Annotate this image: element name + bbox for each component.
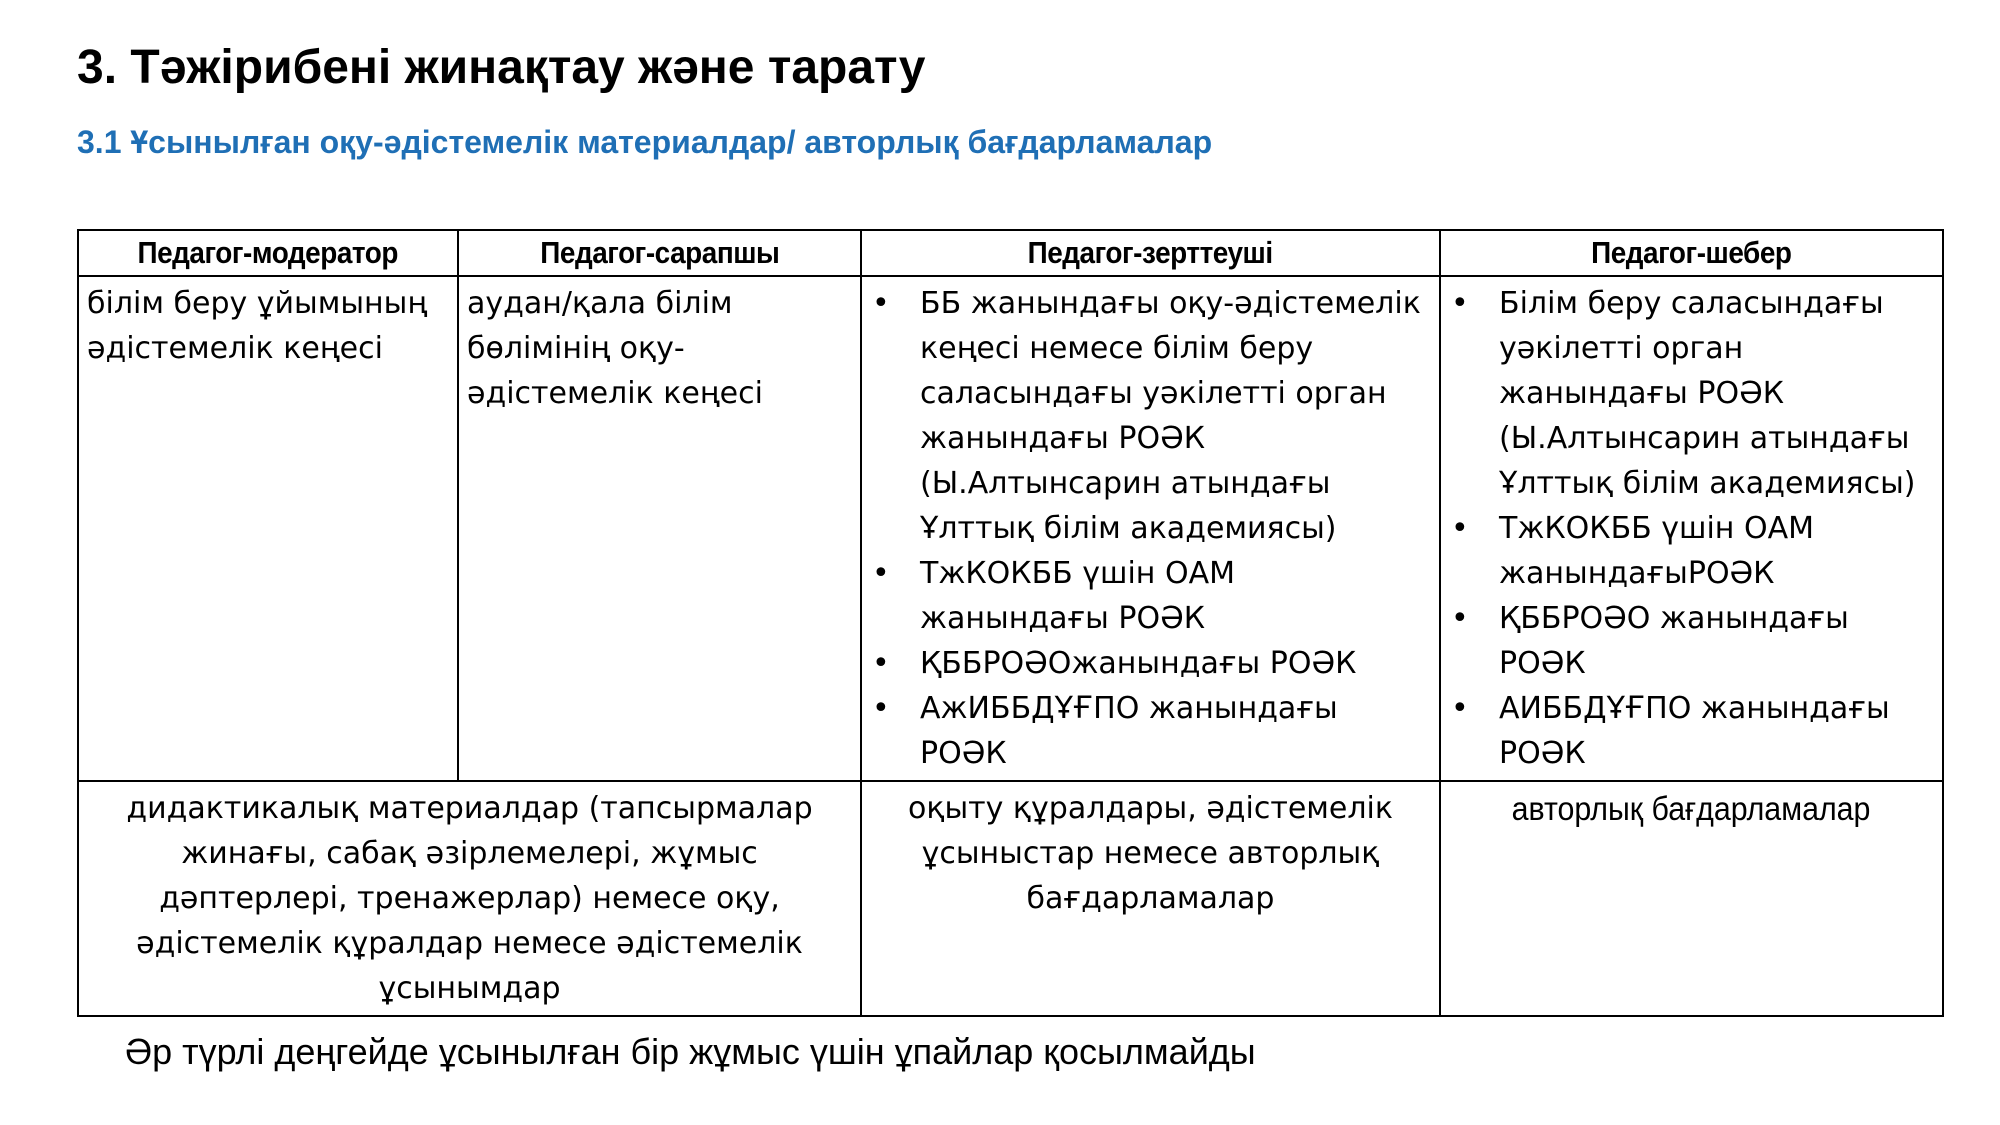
bullet-icon: • (872, 691, 890, 726)
sheber-list (1449, 281, 1934, 776)
materials-table (77, 229, 1944, 1017)
cell-sheber-materials (1440, 781, 1943, 1016)
page-title: 3. Тәжірибені жинақтау және тарату (77, 41, 926, 94)
table-row-councils (78, 276, 1943, 781)
header-moderator: Педагог-модератор (78, 230, 458, 276)
list-item: • ҚББРОӘОжанындағы РОӘК (870, 641, 1431, 686)
cell-zertteushi-councils (861, 276, 1440, 781)
bullet-icon: • (872, 556, 890, 591)
bullet-icon: • (1451, 511, 1469, 546)
footer-note: Әр түрлі деңгейде ұсынылған бір жұмыс үшін ұпайлар қосылмайды (125, 1031, 1256, 1072)
bullet-icon: • (1451, 691, 1469, 726)
list-item: • Білім беру саласындағы уәкілетті орган жанындағы РОӘК (Ы.Алтынсарин атындағы Ұлттық білім академиясы) (1449, 281, 1934, 506)
cell-moderator-sarapshy-materials: дидактикалық материалдар (тапсырмалар жинағы, сабақ әзірлемелері, жұмыс дәптерлері, тренажерлар) немесе оқу, әдістемелік құралдар немесе әдістемелік ұсынымдар (78, 781, 861, 1016)
table-header-row (78, 230, 1943, 276)
zertteushi-list (870, 281, 1431, 776)
header-sarapshy: Педагог-сарапшы (458, 230, 861, 276)
bullet-icon: • (1451, 601, 1469, 636)
header-zertteushi: Педагог-зерттеуші (861, 230, 1440, 276)
list-item: • АжИББДҰҒПО жанындағы РОӘК (870, 686, 1431, 776)
list-item: • ҚББРОӘО жанындағы РОӘК (1449, 596, 1934, 686)
cell-zertteushi-materials: оқыту құралдары, әдістемелік ұсыныстар немесе авторлық бағдарламалар (861, 781, 1440, 1016)
table-row-materials (78, 781, 1943, 1016)
bullet-icon: • (872, 286, 890, 321)
bullet-icon: • (1451, 286, 1469, 321)
cell-sarapshy-council: аудан/қала білім бөлімінің оқу-әдістемелік кеңесі (458, 276, 861, 781)
cell-sheber-councils (1440, 276, 1943, 781)
list-item: • ТжКОКББ үшін ОАМ жанындағы РОӘК (870, 551, 1431, 641)
sheber-materials-text: авторлық бағдарламалар (1512, 790, 1871, 827)
list-item: • ТжКОКББ үшін ОАМ жанындағыРОӘК (1449, 506, 1934, 596)
bullet-icon: • (872, 646, 890, 681)
cell-moderator-council: білім беру ұйымының әдістемелік кеңесі (78, 276, 458, 781)
section-subtitle: 3.1 Ұсынылған оқу-әдістемелік материалдар/ авторлық бағдарламалар (77, 124, 1213, 160)
list-item: • АИББДҰҒПО жанындағы РОӘК (1449, 686, 1934, 776)
list-item: • ББ жанындағы оқу-әдістемелік кеңесі немесе білім беру саласындағы уәкілетті орган жанындағы РОӘК (Ы.Алтынсарин атындағы Ұлттық білім академиясы) (870, 281, 1431, 551)
header-sheber: Педагог-шебер (1440, 230, 1943, 276)
